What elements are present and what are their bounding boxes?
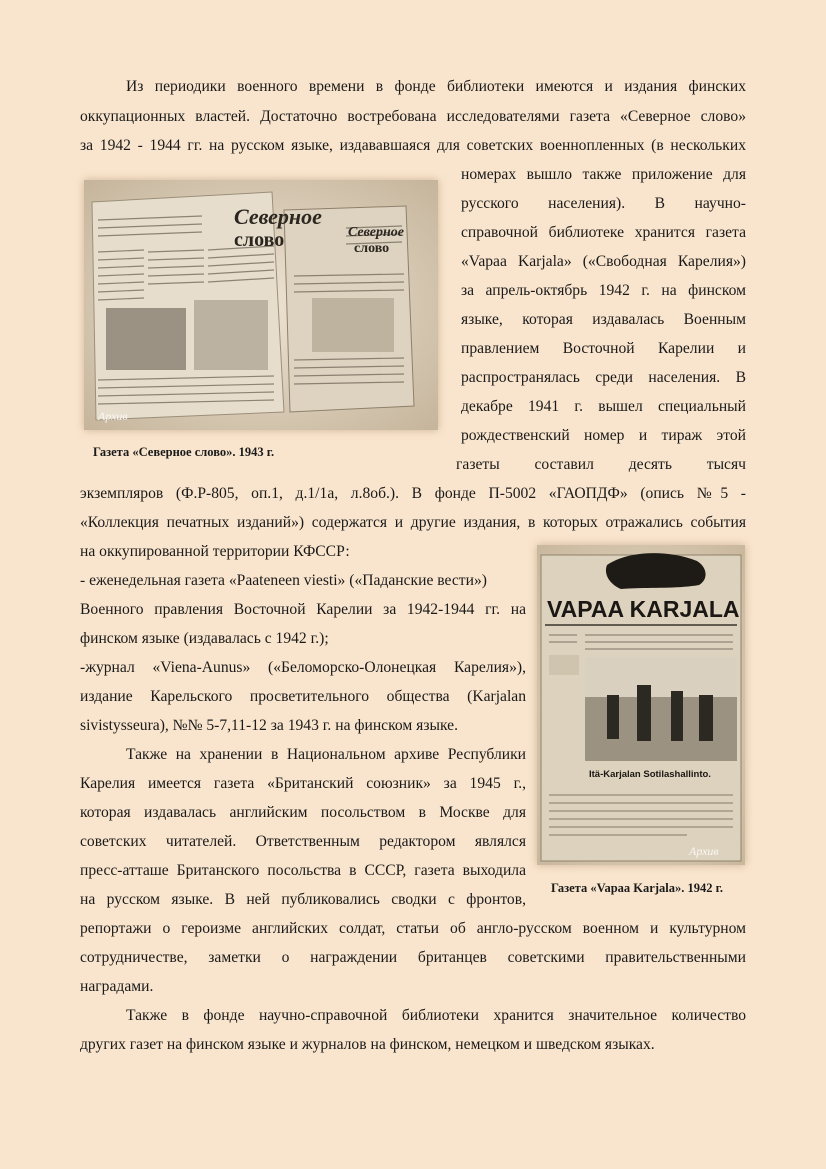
paragraph3-line-2: других газет на финском языке и журналов на финском, немецком и шведском языках.: [80, 1036, 655, 1053]
watermark-1: Архив: [98, 409, 128, 423]
masthead-left-word2: слово: [234, 229, 285, 251]
list-line-5: издание Карельского просветительного общества (Karjalan: [80, 688, 526, 705]
paragraph1-line-5: русского населения). В научно-: [461, 195, 746, 212]
paragraph1-line-7: «Vapaa Karjala» («Свободная Карелия»): [461, 253, 746, 270]
paragraph2-line-8: сотрудничестве, заметки о награждении британцев советскими правительственными: [80, 949, 746, 966]
paragraph1-line-17: на оккупированной территории КФССР:: [80, 543, 350, 560]
paragraph1-line-14: газеты составил десять тысяч: [456, 456, 746, 473]
vapaa-karjala-headline: Itä-Karjalan Sotilashallinto.: [589, 769, 711, 780]
paragraph1-line-8: за апрель-октябрь 1942 г. на финском: [461, 282, 746, 299]
paragraph2-line-9: наградами.: [80, 978, 154, 995]
paragraph3-line-1: Также в фонде научно-справочной библиотеки хранится значительное количество: [126, 1007, 746, 1024]
masthead-left-word1: Северное: [234, 204, 322, 229]
list-line-3: финском языке (издавалась с 1942 г.);: [80, 630, 329, 647]
vapaa-karjala-masthead: VAPAA KARJALA: [547, 596, 740, 622]
figure2-caption: Газета «Vapaa Karjala». 1942 г.: [551, 881, 723, 895]
list-line-4: -журнал «Viena-Aunus» («Беломорско-Олонецкая Карелия»),: [80, 659, 526, 676]
paragraph1-line-9: языке, которая издавалась Военным: [461, 311, 746, 328]
paragraph2-line-5: пресс-атташе Британского посольства в СССР, газета выходила: [80, 862, 526, 879]
paragraph1-line-12: декабре 1941 г. вышел специальный: [461, 398, 746, 415]
paragraph1-line-3: за 1942 - 1944 гг. на русском языке, издававшаяся для советских военнопленных (в нескольких: [80, 137, 746, 154]
paragraph1-line-2: оккупационных властей. Достаточно востребована исследователями газета «Северное слово»: [80, 108, 746, 125]
list-line-1: - еженедельная газета «Paateneen viesti» («Паданские вести»): [80, 572, 487, 589]
paragraph1-line-13: рождественский номер и тираж этой: [461, 427, 746, 444]
paragraph1-line-15: экземпляров (Ф.Р-805, оп.1, д.1/1а, л.8об.). В фонде П-5002 «ГАОПДФ» (опись №5 -: [80, 485, 746, 502]
paragraph1-line-6: справочной библиотеке хранится газета: [461, 224, 746, 241]
vapaa-karjala-photo: [537, 545, 745, 865]
paragraph1-line-1: Из периодики военного времени в фонде библиотеки имеются и издания финских: [126, 78, 746, 95]
paragraph2-line-1: Также на хранении в Национальном архиве Республики: [126, 746, 526, 763]
paragraph2-line-6: на русском языке. В ней публиковались сводки с фронтов,: [80, 891, 526, 908]
paragraph1-line-11: распространялась среди населения. В: [461, 369, 746, 386]
paragraph1-line-10: правлением Восточной Карелии и: [461, 340, 746, 357]
paragraph1-line-16: «Коллекция печатных изданий») содержатся и другие издания, в которых отражались события: [80, 514, 746, 531]
figure1-caption: Газета «Северное слово». 1943 г.: [93, 445, 275, 459]
paragraph2-line-3: которая издавалась английским посольством в Москве для: [80, 804, 526, 821]
paragraph2-line-4: советских читателей. Ответственным редактором являлся: [80, 833, 526, 850]
severnoe-slovo-photo: [84, 180, 438, 430]
masthead-right-word2: слово: [354, 241, 390, 256]
paragraph2-line-2: Карелия имеется газета «Британский союзник» за 1945 г.,: [80, 775, 526, 792]
paragraph2-line-7: репортажи о героизме английских солдат, статьи об англо-русском военном и культурном: [80, 920, 746, 937]
paragraph1-line-4: номерах вышло также приложение для: [461, 166, 746, 183]
watermark-2: Архив: [689, 844, 719, 858]
list-line-6: sivistysseura), №№ 5-7,11-12 за 1943 г. на финском языке.: [80, 717, 458, 734]
list-line-2: Военного правления Восточной Карелии за 1942-1944 гг. на: [80, 601, 526, 618]
masthead-right-word1: Северное: [348, 225, 404, 240]
